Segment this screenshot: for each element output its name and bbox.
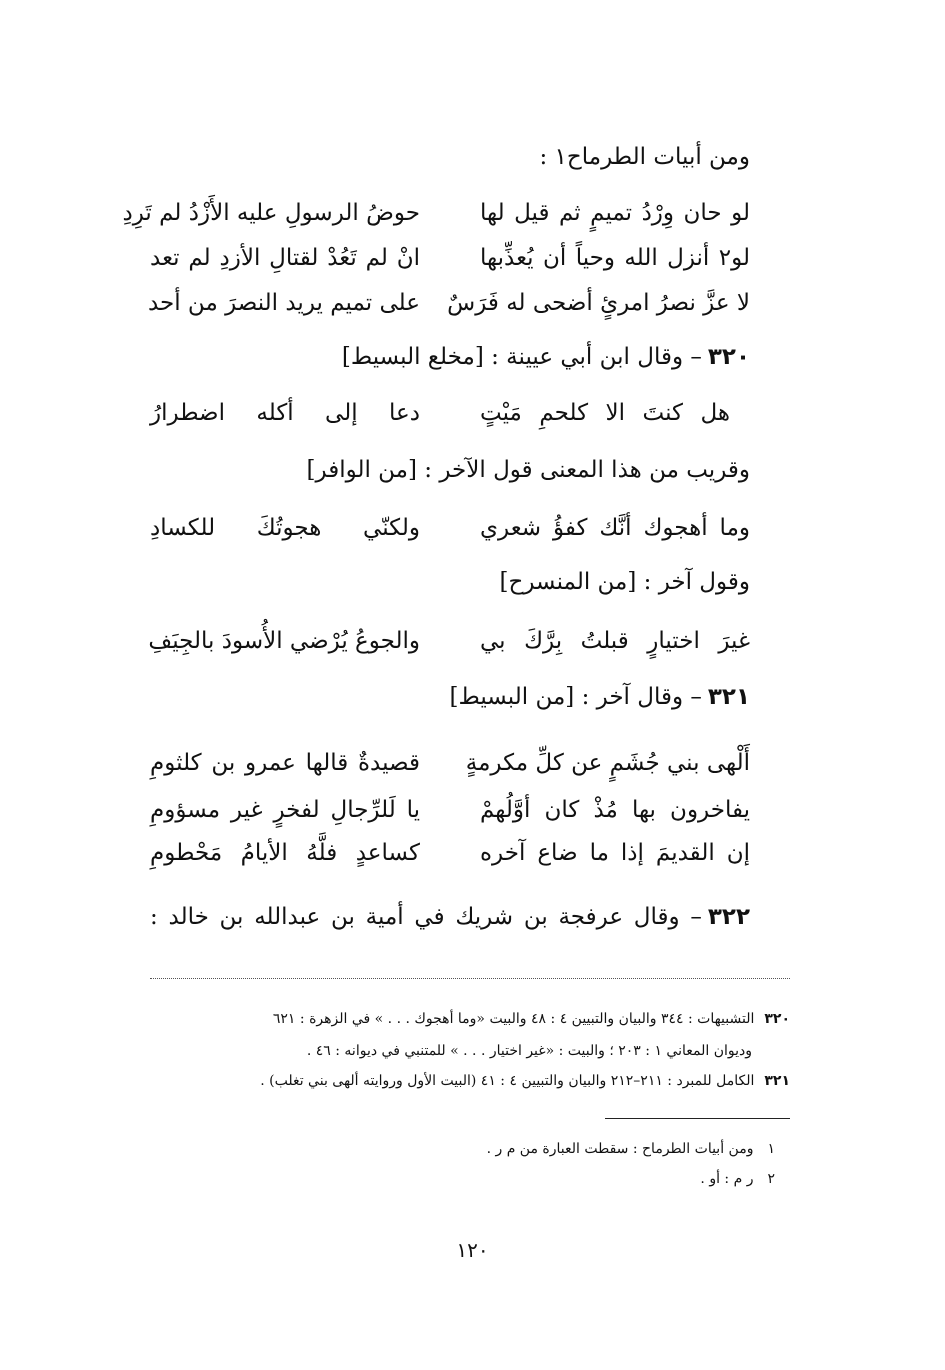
note-text: وديوان المعاني ١ : ٢٠٣ ؛ والبيت : «غير اختيار . . . » للمتنبي في ديوانه : ٤٦ . (306, 1043, 752, 1059)
verse-first-hemistich: هل كنتَ الا كلحمِ مَيْتٍ (480, 400, 730, 426)
footnote-rule (605, 1118, 790, 1119)
section-number: ٣٢١ (707, 684, 750, 710)
verse-line (150, 623, 750, 659)
section-heading-320 (150, 340, 750, 374)
dotted-separator (150, 978, 790, 979)
footnote-number: ٢ (767, 1171, 775, 1187)
verse-first-hemistich: يفاخرون بها مُذْ كان أوَّلُهمْ (480, 797, 750, 823)
footnote-text: ومن أبيات الطرماح : سقطت العبارة من م ر . (486, 1141, 754, 1157)
note-number: ٣٢٠ (764, 1011, 790, 1027)
verse-first-hemistich: لا عزَّ نصرُ امرئٍ أضحى له فَرَسٌ (447, 290, 750, 316)
verse-second-hemistich: انْ لم تَعُدْ لقتالِ الأزدِ لم تعد (150, 245, 420, 271)
intro-munsarih: وقول آخر : [من المنسرح] (499, 569, 750, 595)
verse-first-hemistich: لو حان وِرْدُ تميمٍ ثم قيل لها (480, 200, 750, 226)
section-number: ٣٢٠ (707, 344, 750, 370)
source-note (152, 1040, 752, 1062)
source-note (150, 1008, 790, 1030)
verse-second-hemistich: دعا إلى أكله اضطرارُ (150, 400, 420, 426)
verse-line (122, 195, 750, 231)
verse-line (150, 835, 750, 871)
verse-first-hemistich: وما أهجوك أنَّك كفؤُ شعري (480, 515, 750, 541)
section-heading-text: – وقال آخر : [من البسيط] (449, 684, 702, 710)
page-number: ١٢٠ (456, 1238, 489, 1262)
section-heading-321 (150, 680, 750, 714)
footnote-number: ١ (767, 1141, 775, 1157)
verse-line (150, 792, 750, 828)
note-text: الكامل للمبرد : ٢١١–٢١٢ والبيان والتبيين ٤ : ٤١ (البيت الأول وروايته ألهى بني تغلب) . (260, 1073, 755, 1089)
verse-line (150, 240, 750, 276)
verse-second-hemistich: قصيدةٌ قالها عمرو بن كلثومِ (150, 750, 420, 776)
footnote-text: ر م : أو . (700, 1171, 754, 1187)
verse-second-hemistich: والجوعُ يُرْضي الأُسودَ بالجِيَفِ (148, 628, 420, 654)
section-number: ٣٢٢ (707, 904, 750, 930)
section-heading-text: – وقال ابن أبي عيينة : [مخلع البسيط] (341, 344, 702, 370)
verse-line (147, 285, 750, 321)
verse-first-hemistich: إن القديمَ إذا ما ضاع آخره (480, 840, 750, 866)
section-heading-text: – وقال عرفجة بن شريك في أمية بن عبدالله بن خالد : (150, 904, 702, 930)
verse-second-hemistich: كساعدٍ فلَّهُ الأيامُ مَحْطومِ (150, 840, 420, 866)
footnote (275, 1168, 775, 1190)
verse-line (150, 510, 750, 546)
verse-second-hemistich: حوضُ الرسولِ عليه الأَزْدُ لم تَرِدِ (122, 200, 420, 226)
verse-second-hemistich: على تميم يريد النصرَ من أحد (147, 290, 420, 316)
source-note (150, 1070, 790, 1092)
verse-first-hemistich: لو٢ أنزل الله وحياً أن يُعذِّبها (480, 245, 750, 271)
verse-first-hemistich: أَلْهى بني جُشَمٍ عن كلِّ مكرمةٍ (465, 750, 750, 776)
verse-line (150, 395, 750, 431)
section-heading-322 (150, 900, 750, 934)
intro-tirimmah: ومن أبيات الطرماح١ : (539, 144, 750, 170)
verse-second-hemistich: ولكنّي هجوتُكَ للكسادِ (150, 515, 420, 541)
verse-first-hemistich: غيرَ اختيارٍ قبلتُ بِرَّكَ بي (480, 628, 750, 654)
verse-second-hemistich: يا لَلرِّجالِ لفخرٍ غير مسؤومِ (150, 797, 420, 823)
footnote (275, 1138, 775, 1160)
verse-line (150, 745, 750, 781)
note-number: ٣٢١ (764, 1073, 790, 1089)
intro-wafir: وقريب من هذا المعنى قول الآخر : [من الوافر] (306, 457, 750, 483)
note-text: التشبيهات : ٣٤٤ والبيان والتبيين ٤ : ٤٨ والبيت «وما أهجوك . . . » في الزهرة : ٦٢١ (272, 1011, 755, 1027)
